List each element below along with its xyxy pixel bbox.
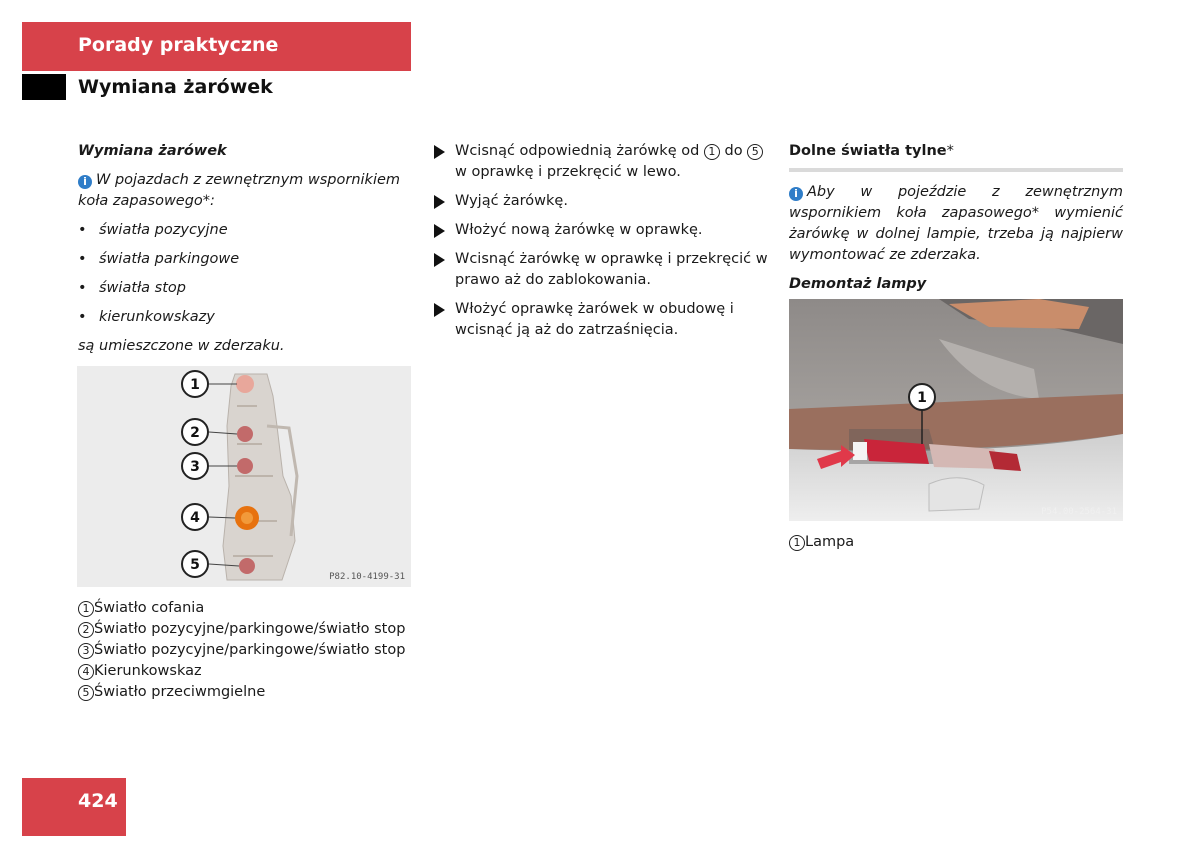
col3-heading: Dolne światła tylne* <box>789 143 954 159</box>
column-middle <box>434 141 774 349</box>
info-icon: i <box>78 175 92 189</box>
svg-text:2: 2 <box>190 425 200 441</box>
step-item: Wcisnąć żarówkę w oprawkę i przekręcić w prawo aż do zablokowania. <box>434 249 774 291</box>
step-item: Wcisnąć odpowiednią żarówkę od 1 do 5 w oprawkę i przekręcić w lewo. <box>434 141 774 183</box>
col1-heading: Wymiana żarówek <box>78 143 227 159</box>
list-item: • światła parkingowe <box>78 249 412 270</box>
svg-text:5: 5 <box>190 557 200 573</box>
col3-info-text: Aby w pojeździe z zewnętrznym wspornikiem koła zapasowego* wymienić żarówkę w dolnej lampie, trzeba ją najpierw wymontować ze zderzaka. <box>789 184 1123 263</box>
triangle-right-icon <box>434 195 445 209</box>
info-icon: i <box>789 187 803 201</box>
page-number-box <box>22 778 126 836</box>
bulb-legend <box>78 598 405 703</box>
triangle-right-icon <box>434 224 445 238</box>
lamp-removal-figure <box>789 299 1123 521</box>
list-item: • światła stop <box>78 278 412 299</box>
list-item: • kierunkowskazy <box>78 307 412 328</box>
heading-divider <box>789 168 1123 172</box>
step-item: Wyjąć żarówkę. <box>434 191 774 212</box>
col1-info-note <box>78 170 412 212</box>
callout-1 <box>182 371 208 397</box>
svg-text:1: 1 <box>190 377 200 393</box>
subsection-marker <box>22 74 66 100</box>
page-number: 424 <box>78 790 118 812</box>
list-item: • światła pozycyjne <box>78 220 412 241</box>
svg-text:3: 3 <box>190 459 200 475</box>
legend-item: 5 Światło przeciwmgielne <box>78 682 405 703</box>
section-header-bar <box>22 22 411 71</box>
col3-info-note <box>789 182 1123 266</box>
col1-after-text: są umieszczone w zderzaku. <box>78 338 285 354</box>
col1-info-text: W pojazdach z zewnętrznym wspornikiem koła zapasowego*: <box>78 172 401 209</box>
legend-item: 1 Światło cofania <box>78 598 405 619</box>
bulb-location-list <box>78 220 412 328</box>
legend-item: 3 Światło pozycyjne/parkingowe/światło stop <box>78 640 405 661</box>
callout-5 <box>182 551 208 577</box>
step-item: Włożyć nową żarówkę w oprawkę. <box>434 220 774 241</box>
step-item: Włożyć oprawkę żarówek w obudowę i wcisnąć ją aż do zatrzaśnięcia. <box>434 299 774 341</box>
column-left <box>78 141 412 357</box>
bulb-holder-figure <box>77 366 411 587</box>
col3-subheading: Demontaż lampy <box>789 276 927 292</box>
bumper-lamp-illustration <box>789 299 1123 521</box>
svg-text:1: 1 <box>917 390 927 406</box>
callout-4 <box>182 504 208 530</box>
triangle-right-icon <box>434 303 445 317</box>
section-title: Porady praktyczne <box>78 34 279 56</box>
instruction-steps <box>434 141 774 341</box>
figure-code: P82.10-4199-31 <box>329 572 405 582</box>
column-right <box>789 141 1123 295</box>
legend-item: 4 Kierunkowskaz <box>78 661 405 682</box>
lamp-caption: 1 Lampa <box>789 532 854 553</box>
callout-1 <box>909 384 935 410</box>
svg-text:4: 4 <box>190 510 200 526</box>
figure-code: P54.00-2564-31 <box>1041 507 1117 517</box>
legend-item: 2 Światło pozycyjne/parkingowe/światło stop <box>78 619 405 640</box>
bulb-holder-illustration <box>77 366 411 587</box>
callout-3 <box>182 453 208 479</box>
triangle-right-icon <box>434 145 445 159</box>
callout-2 <box>182 419 208 445</box>
triangle-right-icon <box>434 253 445 267</box>
subsection-title: Wymiana żarówek <box>78 76 273 98</box>
